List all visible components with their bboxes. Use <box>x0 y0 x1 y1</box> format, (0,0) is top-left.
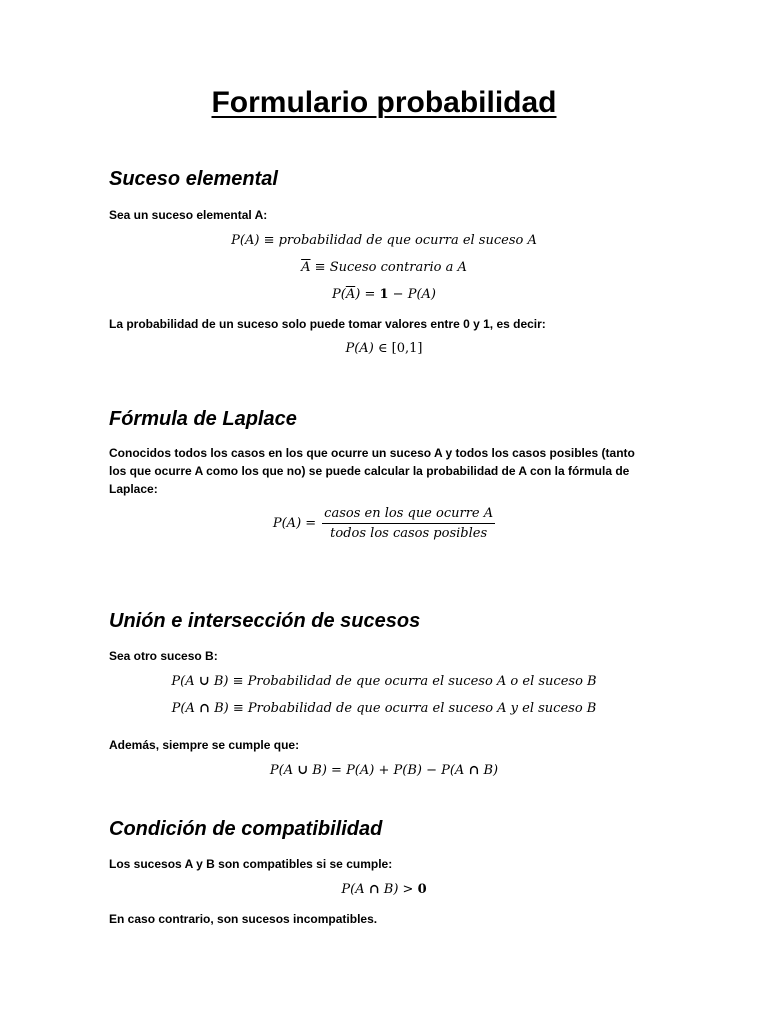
incompatibles-text: En caso contrario, son sucesos incompatibles. <box>109 912 378 926</box>
equation-rango: P(A) ∈ [0,1] <box>345 341 423 356</box>
equation-union-formula: P(A ∪ B) = P(A) + P(B) − P(A ∩ B) <box>269 763 499 778</box>
heading-formula-laplace: Fórmula de Laplace <box>109 408 297 430</box>
probabilidad-rango-text: La probabilidad de un suceso solo puede tomar valores entre 0 y 1, es decir: <box>109 317 546 331</box>
equation-union-definicion: P(A ∪ B) ≡ Probabilidad de que ocurra el suceso A o el suceso B <box>171 674 597 689</box>
compatibilidad-text: Los sucesos A y B son compatibles si se cumple: <box>109 857 393 871</box>
laplace-text: Conocidos todos los casos en los que ocurre un suceso A y todos los casos posibles (tanto los que ocurre A como los que no) se puede calcular la probabilidad de A con la fórmula de Laplace: <box>109 446 635 496</box>
equation-probabilidad-definicion: P(A) ≡ probabilidad de que ocurra el suceso A <box>231 233 537 248</box>
heading-union-interseccion: Unión e intersección de sucesos <box>109 610 421 632</box>
laplace-fraction <box>322 506 495 541</box>
suceso-elemental-intro: Sea un suceso elemental A: <box>109 208 268 222</box>
equation-probabilidad-complementaria: $P(\overline{A}) = 1 - P(A)$ <box>332 287 436 302</box>
equation-compatibilidad: P(A ∩ B) > 0 <box>341 882 427 897</box>
union-text2: Además, siempre se cumple que: <box>109 738 300 752</box>
heading-condicion-compatibilidad: Condición de compatibilidad <box>109 818 383 840</box>
equation-interseccion-definicion: P(A ∩ B) ≡ Probabilidad de que ocurra el suceso A y el suceso B <box>171 701 597 716</box>
laplace-numerator: casos en los que ocurre A <box>322 506 495 524</box>
equation-laplace: P(A) = $\frac{\text{casos en los que ocurre A}}{\text{todos los casos posibles}}$ <box>272 506 494 541</box>
equation-suceso-contrario: $\overline{A}$ ≡ Suceso contrario a A <box>301 260 467 275</box>
page-title: Formulario probabilidad <box>211 86 557 119</box>
union-intro: Sea otro suceso B: <box>109 649 218 663</box>
heading-suceso-elemental: Suceso elemental <box>109 168 278 190</box>
laplace-denominator: todos los casos posibles <box>330 526 488 541</box>
